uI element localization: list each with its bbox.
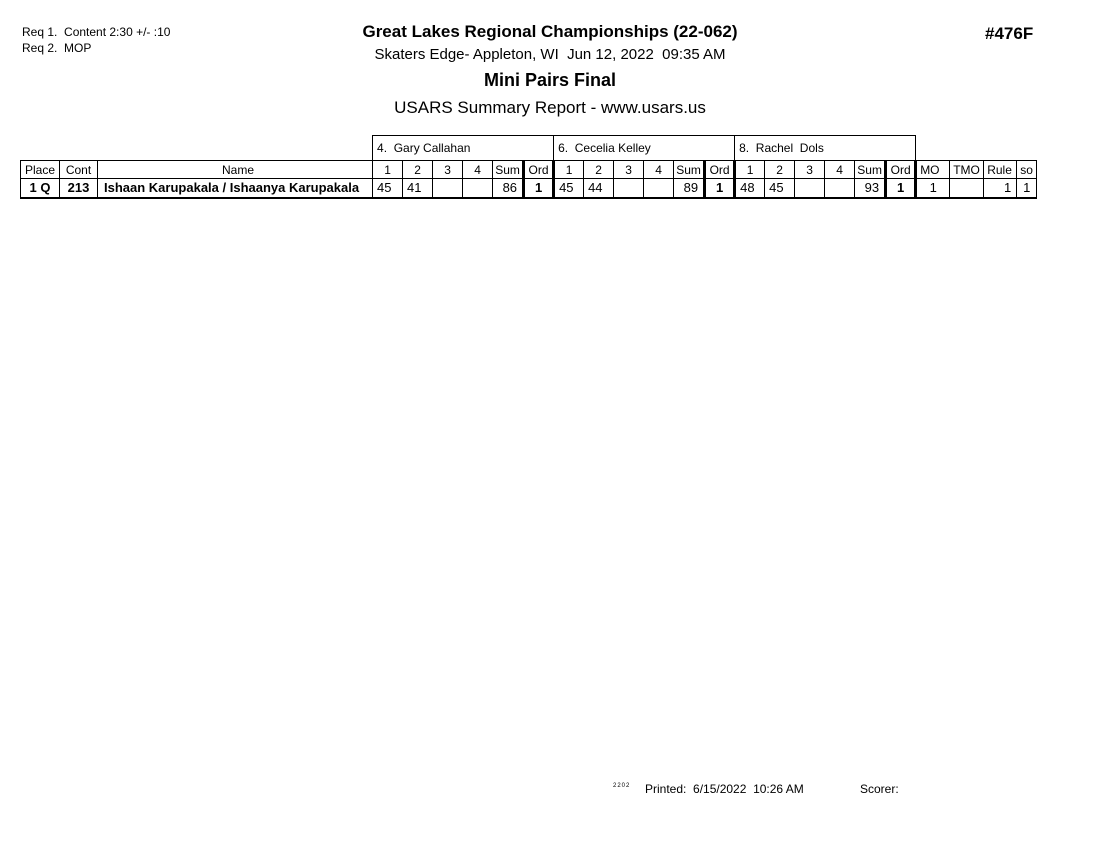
req-line-2: Req 2. MOP bbox=[22, 41, 92, 55]
judge-2-ordinal: 1 bbox=[705, 179, 735, 198]
col-header-sum: Sum bbox=[493, 161, 524, 179]
mo-cell: 1 bbox=[916, 179, 950, 198]
judge-3-name: 8. Rachel Dols bbox=[735, 136, 916, 161]
judge-1-ordinal: 1 bbox=[524, 179, 554, 198]
judge-1-score-4 bbox=[463, 179, 493, 198]
col-header-score-1: 1 bbox=[373, 161, 403, 179]
results-table bbox=[20, 135, 1037, 199]
col-header-score-3: 3 bbox=[795, 161, 825, 179]
col-header-score-2: 2 bbox=[403, 161, 433, 179]
col-header-score-3: 3 bbox=[614, 161, 644, 179]
judge-2-sum: 89 bbox=[674, 179, 705, 198]
footer-version-code: 2202 bbox=[613, 783, 631, 789]
req-line-1: Req 1. Content 2:30 +/- :10 bbox=[22, 25, 171, 39]
skater-names-cell: Ishaan Karupakala / Ishaanya Karupakala bbox=[98, 179, 373, 198]
col-header-sum: Sum bbox=[674, 161, 705, 179]
col-header-so: so bbox=[1017, 161, 1037, 179]
col-header-name: Name bbox=[98, 161, 373, 179]
tmo-cell bbox=[950, 179, 984, 198]
judge-1-score-3 bbox=[433, 179, 463, 198]
col-header-score-1: 1 bbox=[735, 161, 765, 179]
col-header-mo: MO bbox=[916, 161, 950, 179]
judge-2-score-3 bbox=[614, 179, 644, 198]
competition-title: Great Lakes Regional Championships (22-062) bbox=[362, 22, 738, 41]
col-header-score-3: 3 bbox=[433, 161, 463, 179]
event-name: Mini Pairs Final bbox=[483, 70, 617, 90]
report-header bbox=[0, 22, 1100, 118]
col-header-score-4: 4 bbox=[463, 161, 493, 179]
judge-header-row bbox=[21, 136, 1037, 161]
judge-1-score-1: 45 bbox=[373, 179, 403, 198]
col-header-score-2: 2 bbox=[765, 161, 795, 179]
judge-2-score-1: 45 bbox=[554, 179, 584, 198]
judge-3-score-2: 45 bbox=[765, 179, 795, 198]
report-type-line: USARS Summary Report - www.usars.us bbox=[394, 98, 706, 117]
judge-3-ordinal: 1 bbox=[886, 179, 916, 198]
col-header-score-4: 4 bbox=[825, 161, 855, 179]
col-header-score-2: 2 bbox=[584, 161, 614, 179]
col-header-score-4: 4 bbox=[644, 161, 674, 179]
col-header-place: Place bbox=[21, 161, 60, 179]
col-header-ord: Ord bbox=[705, 161, 735, 179]
result-row bbox=[21, 179, 1037, 198]
program-number: #476F bbox=[985, 24, 1034, 43]
place-cell: 1 Q bbox=[21, 179, 60, 198]
judge-2-name: 6. Cecelia Kelley bbox=[554, 136, 735, 161]
column-header-row bbox=[21, 161, 1037, 179]
contestant-number-cell: 213 bbox=[60, 179, 98, 198]
col-header-ord: Ord bbox=[886, 161, 916, 179]
col-header-cont: Cont bbox=[60, 161, 98, 179]
col-header-score-1: 1 bbox=[554, 161, 584, 179]
judge-3-sum: 93 bbox=[855, 179, 886, 198]
printed-timestamp: Printed: 6/15/2022 10:26 AM bbox=[645, 782, 804, 796]
so-cell: 1 bbox=[1017, 179, 1037, 198]
scorer-label: Scorer: bbox=[860, 782, 899, 796]
judge-1-score-2: 41 bbox=[403, 179, 433, 198]
judge-1-sum: 86 bbox=[493, 179, 524, 198]
venue-date-line: Skaters Edge- Appleton, WI Jun 12, 2022 09:35 AM bbox=[374, 46, 726, 63]
judge-3-score-3 bbox=[795, 179, 825, 198]
judge-row-left-spacer bbox=[21, 136, 373, 161]
judge-3-score-1: 48 bbox=[735, 179, 765, 198]
col-header-sum: Sum bbox=[855, 161, 886, 179]
rule-cell: 1 bbox=[984, 179, 1017, 198]
judge-3-score-4 bbox=[825, 179, 855, 198]
judge-1-name: 4. Gary Callahan bbox=[373, 136, 554, 161]
col-header-tmo: TMO bbox=[950, 161, 984, 179]
judge-2-score-2: 44 bbox=[584, 179, 614, 198]
judge-2-score-4 bbox=[644, 179, 674, 198]
col-header-rule: Rule bbox=[984, 161, 1017, 179]
col-header-ord: Ord bbox=[524, 161, 554, 179]
judge-row-right-spacer bbox=[916, 136, 1037, 161]
